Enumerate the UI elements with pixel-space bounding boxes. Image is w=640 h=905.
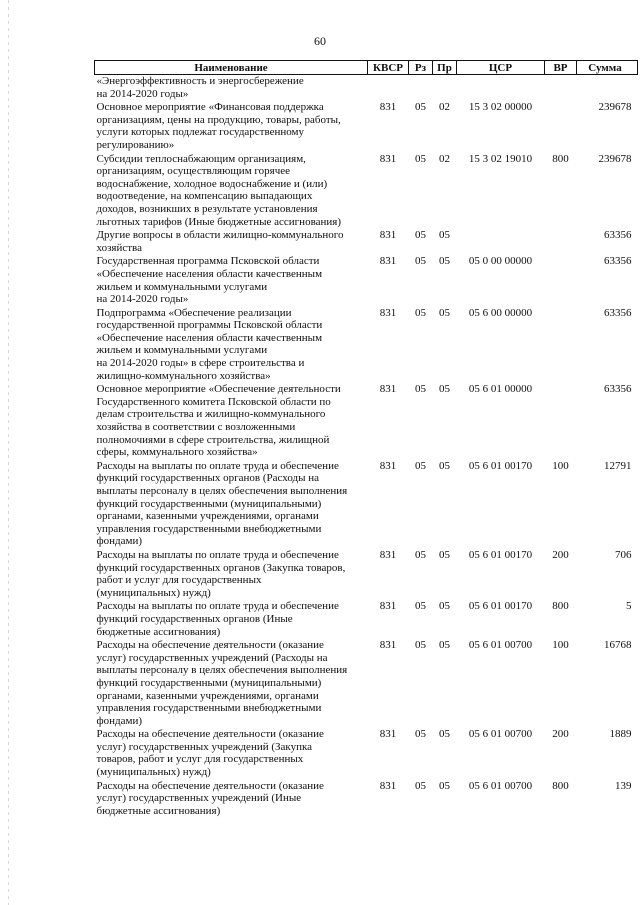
cell-csr: 05 6 01 00170: [468, 548, 533, 561]
cell-csr: 15 3 02 00000: [468, 101, 533, 114]
cell-name: Основное мероприятие «Финансовая поддержка организациям, цены на продукцию, товары, работы, услуги которых подлежат государственному регулированию»: [96, 101, 341, 151]
header-name: Наименование: [95, 61, 368, 75]
cell-pr: 05: [439, 779, 450, 792]
header-pr: Пр: [433, 61, 457, 75]
cell-kvsr: 831: [379, 779, 397, 792]
cell-name: Расходы на выплаты по оплате труда и обеспечение функций государственных органов (Закупка товаров, работ и услуг для государственных (муниципальных) нужд): [96, 548, 346, 599]
cell-csr: 05 6 01 00170: [468, 600, 533, 613]
cell-vr: 200: [552, 728, 569, 741]
cell-kvsr: 831: [379, 255, 397, 268]
cell-vr: 800: [552, 152, 569, 165]
cell-csr: 05 6 01 00000: [468, 383, 533, 396]
cell-pr: 05: [439, 728, 450, 741]
table-row: [95, 255, 638, 306]
cell-sum: 239678: [598, 152, 632, 165]
cell-vr: [545, 229, 577, 255]
cell-kvsr: 831: [379, 306, 397, 319]
cell-sum: 239678: [598, 101, 632, 114]
cell-vr: [545, 101, 577, 152]
cell-kvsr: 831: [379, 229, 397, 242]
cell-kvsr: 831: [379, 383, 397, 396]
table-row: [95, 460, 638, 549]
cell-rz: [409, 75, 433, 102]
cell-name: Расходы на выплаты по оплате труда и обеспечение функций государственных органов (Иные бюджетные ассигнования): [96, 600, 339, 638]
cell-name: «Энергоэффективность и энергосбережение на 2014-2020 годы»: [96, 75, 304, 100]
cell-csr: 05 6 01 00700: [468, 779, 533, 792]
cell-pr: [433, 75, 457, 102]
cell-csr: [457, 229, 545, 255]
cell-pr: 05: [439, 639, 450, 652]
cell-rz: 05: [415, 101, 426, 114]
cell-vr: [545, 255, 577, 306]
cell-csr: 05 6 01 00700: [468, 728, 533, 741]
cell-rz: 05: [415, 548, 426, 561]
header-rz: Рз: [409, 61, 433, 75]
table-row: [95, 728, 638, 779]
cell-name: Основное мероприятие «Обеспечение деятельности Государственного комитета Псковской области по делам строительства и жилищно-коммунального хозяйства в соответствии с возложенными полномочиями в сфере строительства, жилищной сферы, коммунального хозяйства»: [96, 383, 341, 459]
cell-csr: [457, 75, 545, 102]
table-header-row: [95, 61, 638, 75]
table-row: [95, 153, 638, 230]
cell-kvsr: 831: [379, 152, 397, 165]
cell-vr: 800: [552, 600, 569, 613]
cell-kvsr: 831: [379, 101, 397, 114]
cell-name: Субсидии теплоснабжающим организациям, организациям, осуществляющим горячее водоснабжение, холодное водоснабжение и (или) водоотведение, на компенсацию выпадающих доходов, возникших в результате установления льготных тарифов (Иные бюджетные ассигнования): [96, 152, 341, 228]
cell-kvsr: 831: [379, 459, 397, 472]
cell-rz: 05: [415, 306, 426, 319]
cell-csr: 05 6 01 00700: [468, 639, 533, 652]
cell-pr: 05: [439, 383, 450, 396]
cell-sum: 63356: [604, 306, 632, 319]
cell-pr: 05: [439, 548, 450, 561]
cell-rz: 05: [415, 728, 426, 741]
cell-pr: 05: [439, 306, 450, 319]
table-row: [95, 101, 638, 152]
cell-vr: 100: [552, 459, 569, 472]
cell-vr: 800: [552, 779, 569, 792]
cell-sum: 63356: [604, 229, 632, 242]
cell-rz: 05: [415, 383, 426, 396]
cell-name: Другие вопросы в области жилищно-коммунального хозяйства: [96, 229, 344, 254]
cell-csr: 15 3 02 19010: [468, 152, 533, 165]
cell-sum: 63356: [604, 383, 632, 396]
cell-name: Расходы на обеспечение деятельности (оказание услуг) государственных учреждений (Расходы на выплаты персоналу в целях обеспечения выполнения функций государственными (муниципальными) органами, казенными учреждениями, органами управления государственными внебюджетными фондами): [96, 639, 348, 727]
cell-kvsr: 831: [379, 548, 397, 561]
cell-rz: 05: [415, 152, 426, 165]
cell-pr: 05: [439, 229, 450, 242]
header-vr: ВР: [545, 61, 577, 75]
cell-sum: 139: [615, 779, 632, 792]
cell-kvsr: 831: [379, 639, 397, 652]
cell-pr: 02: [439, 101, 450, 114]
cell-pr: 05: [439, 255, 450, 268]
cell-sum: 1889: [609, 728, 632, 741]
cell-kvsr: 831: [379, 600, 397, 613]
scan-edge-mark: [8, 0, 9, 905]
table-row: [95, 75, 638, 102]
header-csr: ЦСР: [457, 61, 545, 75]
table-row: [95, 780, 638, 819]
cell-rz: 05: [415, 639, 426, 652]
cell-vr: 100: [552, 639, 569, 652]
cell-vr: [545, 75, 577, 102]
budget-table: [94, 60, 638, 818]
cell-sum: 706: [615, 548, 632, 561]
cell-vr: 200: [552, 548, 569, 561]
cell-rz: 05: [415, 229, 426, 242]
cell-sum: 63356: [604, 255, 632, 268]
cell-rz: 05: [415, 459, 426, 472]
cell-kvsr: [368, 75, 409, 102]
cell-sum: 12791: [604, 459, 632, 472]
cell-sum: 16768: [604, 639, 632, 652]
cell-vr: [545, 307, 577, 384]
table-row: [95, 383, 638, 460]
cell-vr: [545, 383, 577, 460]
table-row: [95, 549, 638, 600]
header-kvsr: КВСР: [368, 61, 409, 75]
cell-csr: 05 6 01 00170: [468, 459, 533, 472]
cell-sum: [577, 75, 638, 102]
cell-name: Расходы на обеспечение деятельности (оказание услуг) государственных учреждений (Закупка товаров, работ и услуг для государственных (муниципальных) нужд): [96, 728, 324, 779]
cell-sum: 5: [626, 600, 632, 613]
header-sum: Сумма: [577, 61, 638, 75]
cell-pr: 05: [439, 459, 450, 472]
table-row: [95, 229, 638, 255]
table-row: [95, 600, 638, 639]
cell-pr: 02: [439, 152, 450, 165]
cell-rz: 05: [415, 255, 426, 268]
cell-pr: 05: [439, 600, 450, 613]
table-body: [95, 75, 638, 819]
cell-kvsr: 831: [379, 728, 397, 741]
cell-name: Расходы на выплаты по оплате труда и обеспечение функций государственных органов (Расходы на выплаты персоналу в целях обеспечения выполнения функций государственными (муниципальными) органами, казенными учреждениями, органами управления государственными внебюджетными фондами): [96, 459, 348, 548]
cell-csr: 05 0 00 00000: [468, 255, 533, 268]
cell-name: Подпрограмма «Обеспечение реализации государственной программы Псковской области «Обеспечение населения области качественным жильем и коммунальными услугами на 2014-2020 годы» в сфере строительства и жилищно-коммунального хозяйства»: [96, 306, 323, 382]
cell-name: Расходы на обеспечение деятельности (оказание услуг) государственных учреждений (Иные бюджетные ассигнования): [96, 779, 324, 817]
cell-rz: 05: [415, 600, 426, 613]
table-row: [95, 639, 638, 728]
page-number: 60: [314, 34, 326, 48]
cell-csr: 05 6 00 00000: [468, 306, 533, 319]
cell-rz: 05: [415, 779, 426, 792]
cell-name: Государственная программа Псковской области «Обеспечение населения области качественным жильем и коммунальными услугами на 2014-2020 годы»: [96, 255, 323, 306]
table-row: [95, 307, 638, 384]
